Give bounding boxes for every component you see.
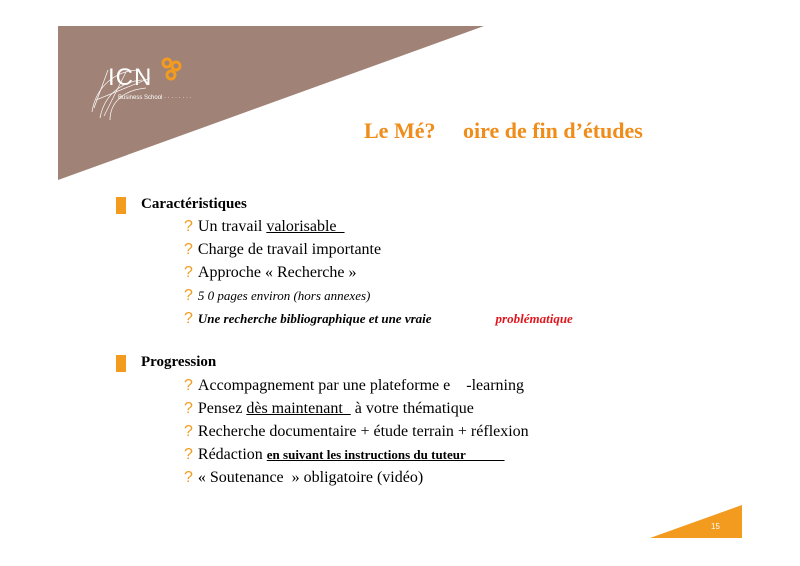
item-text: Approche « Recherche »	[197, 264, 357, 281]
list-item	[184, 218, 345, 236]
list-item	[184, 377, 524, 395]
logo-name: ICN	[108, 64, 153, 91]
list-item	[184, 446, 505, 464]
section-marker	[116, 355, 126, 372]
page-number: 15	[711, 522, 720, 531]
item-text: « Soutenance » obligatoire (vidéo)	[197, 469, 424, 486]
bullet-icon: ?	[184, 264, 193, 281]
header-banner	[58, 26, 484, 180]
list-item	[184, 264, 357, 282]
item-text: Recherche documentaire + étude terrain + réflexion	[197, 423, 529, 440]
item-text: Une recherche bibliographique et une vraie	[197, 311, 432, 326]
item-red-text: problématique	[495, 311, 573, 326]
bullet-icon: ?	[184, 377, 193, 394]
list-item	[184, 287, 370, 305]
bullet-icon: ?	[184, 423, 193, 440]
item-underlined: dès maintenant	[246, 400, 351, 417]
corner-triangle	[650, 505, 742, 538]
section-marker	[116, 197, 126, 214]
item-text: Un travail	[197, 218, 267, 235]
section-heading-progression: Progression	[141, 354, 217, 370]
bullet-icon: ?	[184, 400, 193, 417]
item-underlined: en suivant les instructions du tuteur	[266, 447, 505, 462]
list-item	[184, 469, 423, 487]
bullet-icon: ?	[184, 446, 193, 463]
item-text: 5 0 pages environ (hors annexes)	[197, 288, 371, 303]
item-underlined: valorisable	[266, 218, 345, 235]
item-text: Pensez	[197, 400, 247, 417]
item-text: Charge de travail importante	[197, 241, 382, 258]
item-text: Rédaction	[197, 446, 267, 463]
bullet-icon: ?	[184, 310, 193, 327]
logo-subtitle: Business School · · · · · · · ·	[118, 95, 192, 101]
section-heading-caracteristiques: Caractéristiques	[141, 196, 247, 212]
bullet-icon: ?	[184, 469, 193, 486]
item-text-after: à votre thématique	[350, 400, 474, 417]
bullet-icon: ?	[184, 287, 193, 304]
bullet-icon: ?	[184, 218, 193, 235]
list-item	[184, 241, 381, 259]
item-text: Accompagnement par une plateforme e -learning	[197, 377, 524, 394]
list-item	[184, 423, 529, 441]
list-item	[184, 400, 474, 418]
slide-title: Le Mé? oire de fin d’études	[364, 118, 643, 143]
list-item	[184, 310, 573, 328]
bullet-icon: ?	[184, 241, 193, 258]
